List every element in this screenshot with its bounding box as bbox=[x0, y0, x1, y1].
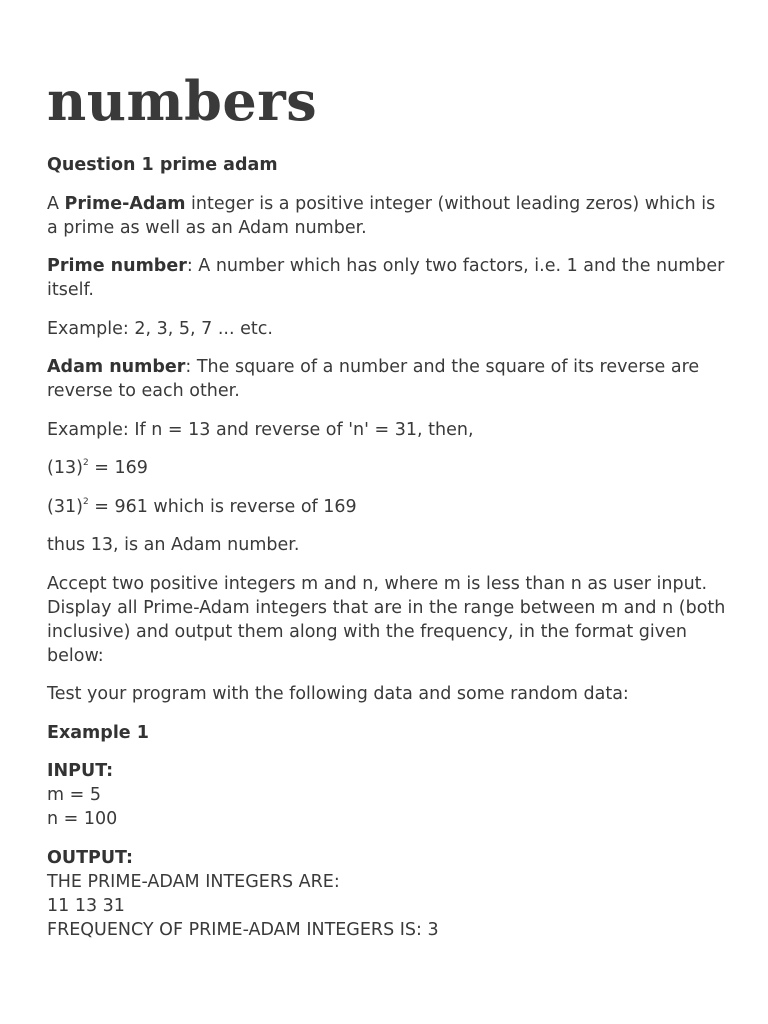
question-heading-text: Question 1 prime adam bbox=[47, 155, 278, 175]
square-13-base: (13) bbox=[47, 458, 83, 478]
adam-example: Example: If n = 13 and reverse of 'n' = 31, then, bbox=[47, 419, 474, 440]
square-31-exponent: 2 bbox=[82, 496, 89, 507]
output-line-values: 11 13 31 bbox=[47, 895, 125, 916]
document-body bbox=[47, 153, 727, 956]
square-31-base: (31) bbox=[47, 496, 83, 517]
square-13-result: = 169 bbox=[88, 458, 148, 478]
prime-example: Example: 2, 3, 5, 7 ... etc. bbox=[47, 318, 273, 339]
intro-post: integer is a positive integer (without leading zeros) which is a prime as well as an Adam number. bbox=[47, 193, 716, 238]
input-line-m: m = 5 bbox=[47, 785, 101, 805]
page-title: numbers bbox=[47, 69, 318, 133]
adam-term: Adam number bbox=[47, 357, 186, 377]
intro-pre: A bbox=[47, 193, 65, 214]
intro-paragraph bbox=[47, 192, 727, 240]
output-line-header: THE PRIME-ADAM INTEGERS ARE: bbox=[47, 871, 340, 892]
square-13-exponent: 2 bbox=[82, 458, 89, 468]
input-label: INPUT: bbox=[47, 761, 114, 781]
input-line-n: n = 100 bbox=[47, 809, 118, 829]
input-block bbox=[47, 759, 727, 831]
square-31-result: = 961 which is reverse of 169 bbox=[88, 496, 357, 517]
intro-bold-term: Prime-Adam bbox=[64, 193, 186, 214]
output-block bbox=[47, 846, 727, 942]
question-heading bbox=[47, 153, 727, 177]
square-13-line bbox=[47, 456, 727, 480]
adam-definition bbox=[47, 355, 727, 403]
prime-definition-text: : A number which has only two factors, i.e. 1 and the number itself. bbox=[47, 256, 725, 300]
square-31-line bbox=[47, 495, 727, 519]
example-heading bbox=[47, 721, 727, 745]
test-note: Test your program with the following data and some random data: bbox=[47, 684, 629, 704]
output-line-frequency: FREQUENCY OF PRIME-ADAM INTEGERS IS: 3 bbox=[47, 919, 439, 940]
adam-definition-text: : The square of a number and the square of its reverse are reverse to each other. bbox=[47, 357, 700, 401]
adam-conclusion: thus 13, is an Adam number. bbox=[47, 535, 300, 555]
prime-term: Prime number bbox=[47, 256, 187, 276]
prime-definition bbox=[47, 254, 727, 302]
output-label: OUTPUT: bbox=[47, 847, 134, 868]
example-heading-text: Example 1 bbox=[47, 722, 149, 743]
task-description: Accept two positive integers m and n, where m is less than n as user input. Display all Prime-Adam integers that are in the range between m and n (both inclusive) and output them along with the frequency, in the format given below: bbox=[47, 573, 726, 666]
